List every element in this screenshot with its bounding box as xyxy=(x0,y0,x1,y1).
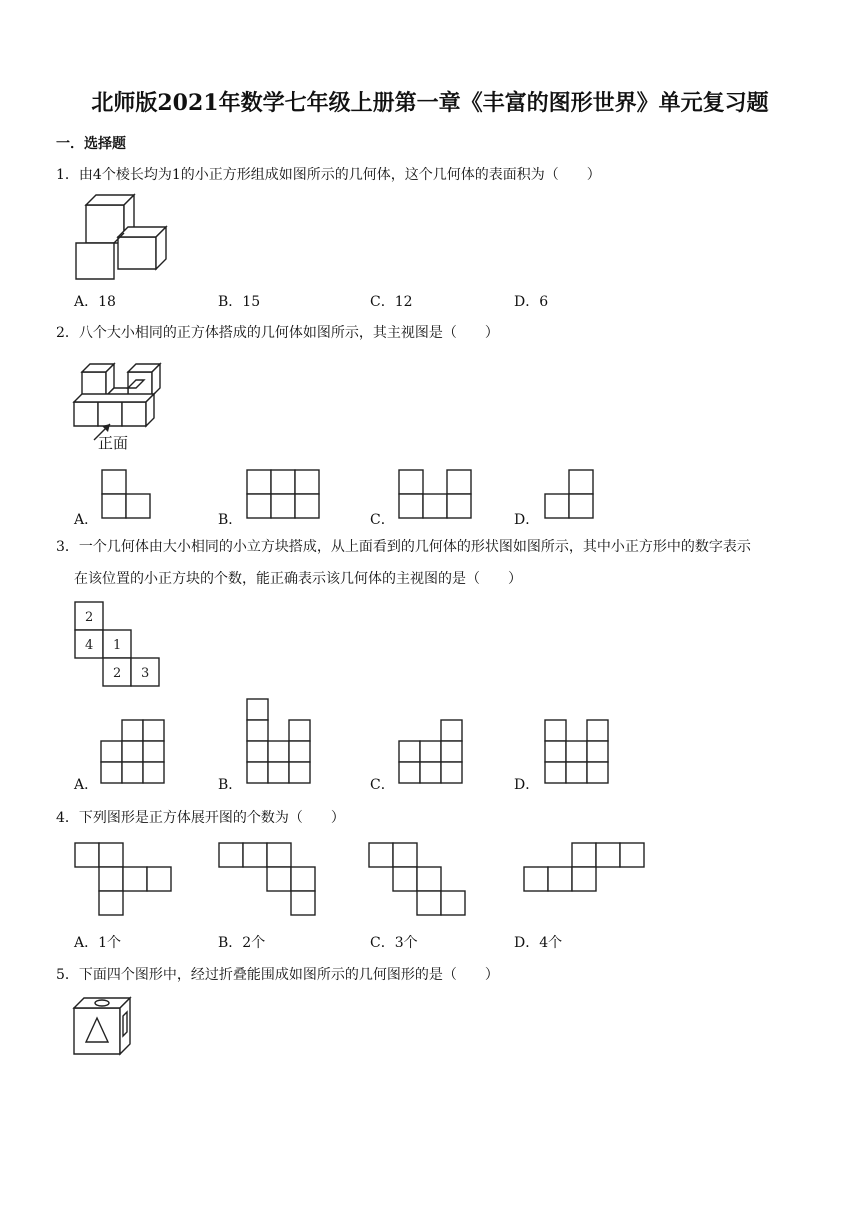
q1-cube-figure xyxy=(70,193,170,279)
q4-option-d[interactable]: D．4个 xyxy=(514,935,563,951)
grid-number: 2 xyxy=(113,666,122,681)
q2-option-d-figure xyxy=(545,469,595,519)
q2-option-c-figure xyxy=(399,469,473,519)
q4-option-a[interactable]: A．1个 xyxy=(74,935,122,951)
q1-option-a[interactable]: A．18 xyxy=(74,294,116,310)
q1-option-c[interactable]: C．12 xyxy=(370,294,413,310)
q4-option-b[interactable]: B．2个 xyxy=(218,935,266,951)
q1-option-b[interactable]: B．15 xyxy=(218,294,261,310)
q2-option-d[interactable]: D． xyxy=(514,512,540,528)
grid-number: 4 xyxy=(85,638,94,653)
q2-front-label: 正面 xyxy=(98,434,129,452)
q5-cube-figure xyxy=(72,996,136,1056)
question-2-text: 2．八个大小相同的正方体搭成的几何体如图所示，其主视图是（ ） xyxy=(56,325,499,341)
question-5-text: 5．下面四个图形中，经过折叠能围成如图所示的几何图形的是（ ） xyxy=(56,967,499,983)
q4-option-c[interactable]: C．3个 xyxy=(370,935,418,951)
grid-number: 2 xyxy=(85,610,94,625)
q3-option-c-figure xyxy=(399,719,465,785)
q3-option-d-figure xyxy=(545,719,611,785)
grid-number: 1 xyxy=(113,638,122,653)
question-3-text-line1: 3．一个几何体由大小相同的小立方块搭成，从上面看到的几何体的形状图如图所示，其中小正方形中的数字表示 xyxy=(56,539,751,555)
question-4-text: 4．下列图形是正方体展开图的个数为（ ） xyxy=(56,810,345,826)
section-heading: 一．选择题 xyxy=(56,136,126,152)
page-title: 北师版2021年数学七年级上册第一章《丰富的图形世界》单元复习题 xyxy=(91,90,769,116)
question-1-text: 1．由4个棱长均为1的小正方形组成如图所示的几何体，这个几何体的表面积为（ ） xyxy=(56,167,601,183)
q3-option-a-figure xyxy=(101,719,167,785)
q4-net-figure-4 xyxy=(524,842,648,894)
q3-option-c[interactable]: C． xyxy=(370,777,395,793)
q2-option-b[interactable]: B． xyxy=(218,512,243,528)
q4-net-figure-2 xyxy=(219,842,319,918)
q3-option-b-figure xyxy=(247,698,313,786)
question-3-text-line2: 在该位置的小正方块的个数，能正确表示该几何体的主视图的是（ ） xyxy=(74,571,522,587)
q2-option-a[interactable]: A． xyxy=(74,512,99,528)
q2-option-c[interactable]: C． xyxy=(370,512,395,528)
grid-number: 3 xyxy=(141,666,150,681)
q3-top-view-grid xyxy=(75,601,161,687)
q1-option-d[interactable]: D．6 xyxy=(514,294,549,310)
q4-net-figure-3 xyxy=(369,842,469,918)
q3-option-d[interactable]: D． xyxy=(514,777,540,793)
q3-option-a[interactable]: A． xyxy=(74,777,99,793)
q2-option-b-figure xyxy=(247,469,321,519)
q3-option-b[interactable]: B． xyxy=(218,777,243,793)
q2-option-a-figure xyxy=(102,469,152,519)
q4-net-figure-1 xyxy=(75,842,175,918)
